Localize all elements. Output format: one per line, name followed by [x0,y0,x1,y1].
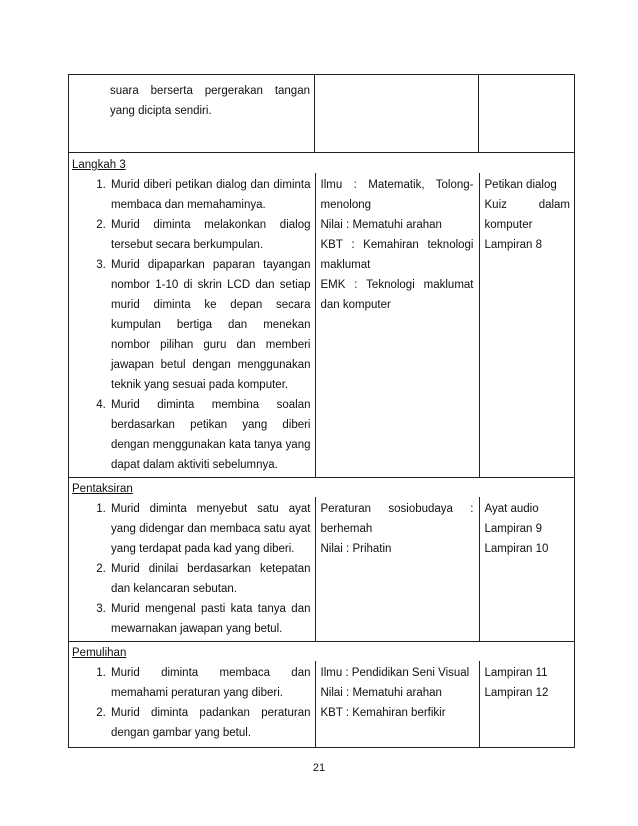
values-line: Nilai : Mematuhi arahan [320,687,442,699]
section-title-pemulihan: Pemulihan [72,647,127,659]
continuation-line: yang dicipta sendiri. [110,105,212,117]
list-item: 1. Murid diminta membaca dan memahami peraturan yang diberi. [109,663,311,703]
langkah3-values-cell [315,173,479,477]
materials-line: Petikan dialog [484,179,557,191]
list-item: 4. Murid diminta membina soalan berdasarkan petikan yang diberi dengan menggunakan kata tanya yang dapat dalam aktiviti sebelumnya. [109,395,311,475]
values-line: KBT : Kemahiran teknologi [320,239,474,251]
values-line: Nilai : Mematuhi arahan [320,219,442,231]
section-title-pentaksiran: Pentaksiran [72,483,133,495]
materials-line: Lampiran 11 [484,667,548,679]
continuation-activity-cell [69,75,315,153]
list-item: 3. Murid dipaparkan paparan tayangan nombor 1-10 di skrin LCD dan setiap murid diminta ke depan secara kumpulan bertiga dan menekan nombor pilihan guru dan memberi jawapan betul dengan menggunakan teknik yang sesuai pada komputer. [109,255,311,395]
pemulihan-wrapper [69,642,575,748]
langkah3-activity-cell [69,173,315,477]
values-line: EMK : Teknologi maklumat [320,279,474,291]
pentaksiran-wrapper [69,478,575,642]
values-line: Ilmu : Matematik, Tolong- [320,179,474,191]
list-item: 3. Murid mengenal pasti kata tanya dan mewarnakan jawapan yang betul. [109,599,311,639]
page-number: 21 [312,762,326,774]
list-item: 1. Murid diberi petikan dialog dan diminta membaca dan memahaminya. [109,175,311,215]
continuation-values-cell [315,75,479,153]
materials-line: Lampiran 10 [484,543,549,555]
continuation-row [69,75,575,153]
list-item: 2. Murid diminta padankan peraturan dengan gambar yang betul. [109,703,311,743]
values-line: maklumat [320,259,371,271]
values-line: Nilai : Prihatin [320,543,392,555]
langkah3-row [69,153,575,478]
values-line: Ilmu : Pendidikan Seni Visual [320,667,470,679]
langkah3-materials-cell [479,173,575,477]
materials-line: Ayat audio [484,503,539,515]
section-title-langkah3: Langkah 3 [72,159,126,171]
values-line: menolong [320,199,372,211]
lesson-plan-table [68,74,575,748]
pemulihan-values-cell [315,661,479,747]
values-line: dan komputer [320,299,391,311]
materials-line: Lampiran 9 [484,523,543,535]
values-line: KBT : Kemahiran berfikir [320,707,446,719]
list-item: 2. Murid dinilai berdasarkan ketepatan dan kelancaran sebutan. [109,559,311,599]
materials-line: Lampiran 12 [484,687,549,699]
materials-line: Kuiz dalam [484,199,571,211]
list-item: 1. Murid diminta menyebut satu ayat yang didengar dan membaca satu ayat yang terdapat pada kad yang diberi. [109,499,311,559]
langkah3-wrapper [69,153,575,478]
pentaksiran-row [69,478,575,642]
pentaksiran-activity-cell [69,497,315,641]
pemulihan-materials-cell [479,661,575,747]
continuation-line: suara berserta pergerakan tangan [110,85,310,97]
pemulihan-row [69,642,575,748]
pentaksiran-values-cell [315,497,479,641]
materials-line: Lampiran 8 [484,239,543,251]
materials-line: komputer [484,219,533,231]
list-item: 2. Murid diminta melakonkan dialog tersebut secara berkumpulan. [109,215,311,255]
pemulihan-activity-cell [69,661,315,747]
pentaksiran-materials-cell [479,497,575,641]
values-line: Peraturan sosiobudaya : [320,503,474,515]
continuation-materials-cell [479,75,575,153]
values-line: berhemah [320,523,373,535]
